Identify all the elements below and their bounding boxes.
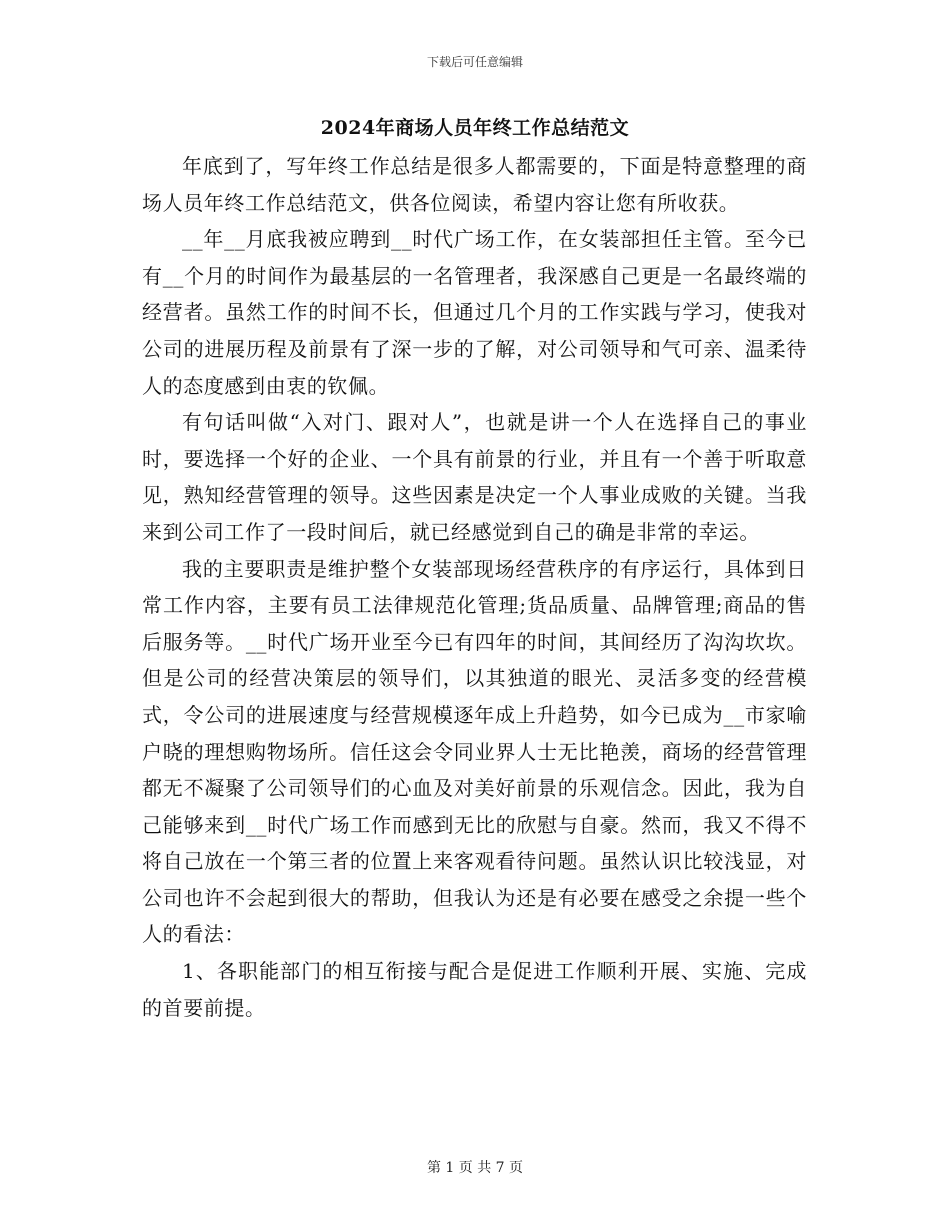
- paragraph-background: __年__月底我被应聘到__时代广场工作，在女装部担任主管。至今已有__个月的时间作为最基层的一名管理者，我深感自己更是一名最终端的经营者。虽然工作的时间不长，但通过几个月的工作实践与学习，使我对公司的进展历程及前景有了深一步的了解，对公司领导和气可亲、温柔待人的态度感到由衷的钦佩。: [142, 227, 807, 398]
- header-note: 下载后可任意编辑: [426, 55, 523, 69]
- paragraph-responsibilities: 我的主要职责是维护整个女装部现场经营秩序的有序运行，具体到日常工作内容，主要有员工法律规范化管理;货品质量、品牌管理;商品的售后服务等。__时代广场开业至今已有四年的时间，其间经历了沟沟坎坎。但是公司的经营决策层的领导们，以其独道的眼光、灵活多变的经营模式，令公司的进展速度与经营规模逐年成上升趋势，如今已成为__市家喻户晓的理想购物场所。信任这会令同业界人士无比艳羡，商场的经营管理都无不凝聚了公司领导们的心血及对美好前景的乐观信念。因此，我为自己能够来到__时代广场工作而感到无比的欣慰与自豪。然而，我又不得不将自己放在一个第三者的位置上来客观看待问题。虽然认识比较浅显，对公司也许不会起到很大的帮助，但我认为还是有必要在感受之余提一些个人的看法：: [142, 556, 807, 947]
- paragraph-point-1: 1、各职能部门的相互衔接与配合是促进工作顺利开展、实施、完成的首要前提。: [142, 959, 807, 1020]
- document-body: [142, 148, 807, 1026]
- page-number: 第 1 页 共 7 页: [426, 1160, 524, 1176]
- paragraph-intro: 年底到了，写年终工作总结是很多人都需要的，下面是特意整理的商场人员年终工作总结范文，供各位阅读，希望内容让您有所收获。: [142, 154, 807, 215]
- document-title: 2024年商场人员年终工作总结范文: [320, 117, 630, 139]
- paragraph-career-choice: 有句话叫做“入对门、跟对人”，也就是讲一个人在选择自己的事业时，要选择一个好的企业、一个具有前景的行业，并且有一个善于听取意见，熟知经营管理的领导。这些因素是决定一个人事业成败的关键。当我来到公司工作了一段时间后，就已经感觉到自己的确是非常的幸运。: [142, 410, 807, 544]
